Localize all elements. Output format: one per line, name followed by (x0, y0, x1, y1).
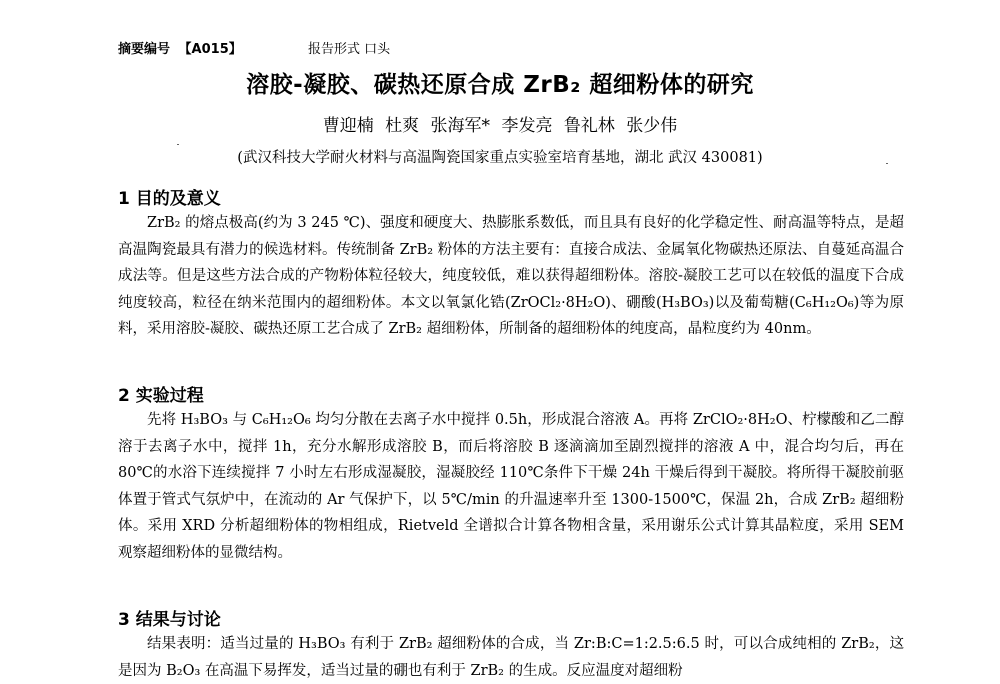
scan-mark (177, 144, 179, 145)
abstract-number: 【A015】 (178, 42, 242, 57)
paper-title: 溶胶-凝胶、碳热还原合成 ZrB₂ 超细粉体的研究 (246, 72, 754, 98)
section-heading: 2 实验过程 (118, 386, 204, 406)
scan-mark (886, 163, 888, 164)
section-paragraph: ZrB₂ 的熔点极高(约为 3 245 ℃)、强度和硬度大、热膨胀系数低，而且具有良好的化学稳定性、耐高温等特点，是超高温陶瓷最具有潜力的候选材料。传统制备 ZrB₂ 粉体的方法主要有：直接合成法、金属氧化物碳热还原法、自蔓延高温合成法等。但是这些方法合成的产物粉体粒径较大，纯度较低，难以获得超细粉体。溶胶-凝胶工艺可以在较低的温度下合成纯度较高，粒径在纳米范围内的超细粉体。本文以氧氯化锆(ZrOCl₂·8H₂O)、硼酸(H₃BO₃)以及葡萄糖(C₆H₁₂O₆)等为原料，采用溶胶-凝胶、碳热还原工艺合成了 ZrB₂ 超细粉体，所制备的超细粉体的纯度高，晶粒度约为 40nm。 (118, 215, 904, 338)
author-list: 曹迎楠 杜爽 张海军* 李发亮 鲁礼林 张少伟 (322, 116, 678, 136)
report-form: 报告形式 口头 (308, 42, 391, 57)
abstract-number-label: 摘要编号 (118, 42, 171, 57)
abstract-meta (118, 38, 391, 57)
section-paragraph: 结果表明：适当过量的 H₃BO₃ 有利于 ZrB₂ 超细粉体的合成，当 Zr:B:C=1:2.5:6.5 时，可以合成纯相的 ZrB₂，这是因为 B₂O₃ 在高温下易挥发，适当过量的硼也有利于 ZrB₂ 的生成。反应温度对超细粉 (118, 636, 904, 679)
section-paragraph: 先将 H₃BO₃ 与 C₆H₁₂O₆ 均匀分散在去离子水中搅拌 0.5h，形成混合溶液 A。再将 ZrClO₂·8H₂O、柠檬酸和乙二醇溶于去离子水中，搅拌 1h，充分水解形成溶胶 B，而后将溶胶 B 逐滴滴加至剧烈搅拌的溶液 A 中，混合均匀后，再在 80℃的水浴下连续搅拌 7 小时左右形成湿凝胶，湿凝胶经 110℃条件下干燥 24h 干燥后得到干凝胶。将所得干凝胶前驱体置于管式气氛炉中，在流动的 Ar 气保护下，以 5℃/min 的升温速率升至 1300-1500℃，保温 2h，合成 ZrB₂ 超细粉体。采用 XRD 分析超细粉体的物相组成，Rietveld 全谱拟合计算各物相含量，采用谢乐公式计算其晶粒度，采用 SEM 观察超细粉体的显微结构。 (118, 412, 904, 561)
section-heading: 3 结果与讨论 (118, 610, 221, 630)
affiliation: (武汉科技大学耐火材料与高温陶瓷国家重点实验室培育基地，湖北 武汉 430081) (237, 150, 763, 166)
section-heading: 1 目的及意义 (118, 189, 221, 209)
